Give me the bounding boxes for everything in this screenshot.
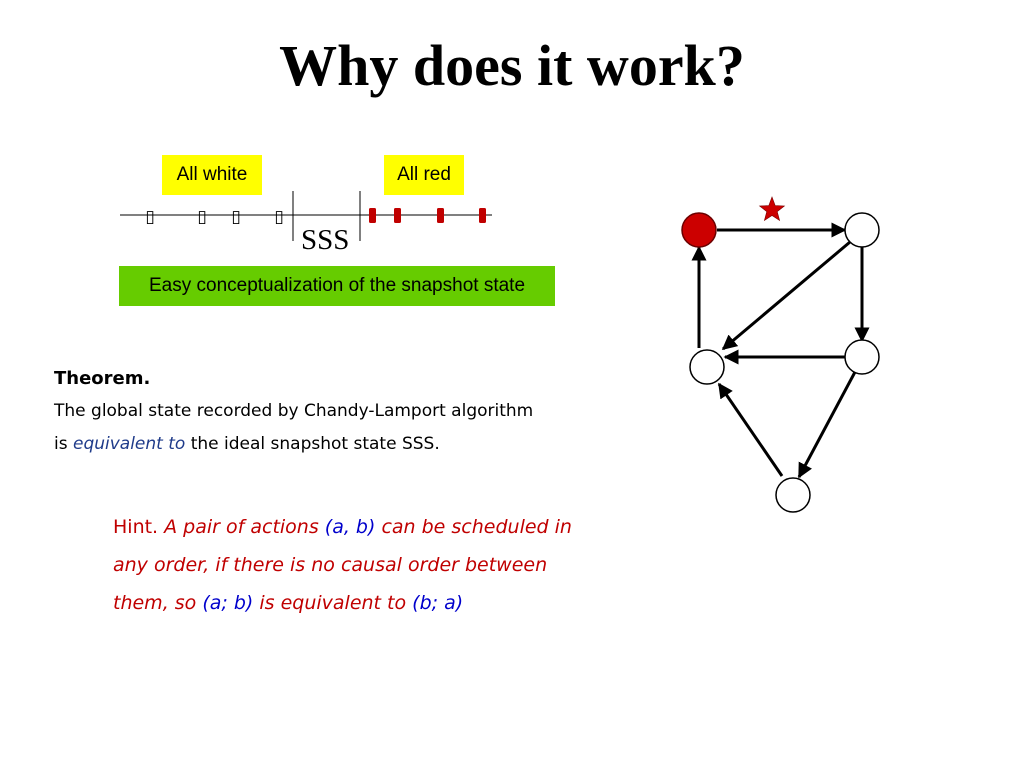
theorem-heading: Theorem. — [54, 368, 151, 389]
process-graph — [670, 190, 910, 530]
hint-line-2: any order, if there is no causal order between — [113, 554, 548, 576]
hint-line-1: Hint. A pair of actions (a, b) can be scheduled in — [113, 516, 572, 538]
edge-top-right-to-mid-left — [723, 242, 850, 349]
white-event-symbol: ▯ — [231, 207, 241, 227]
white-event-symbol: ▯ — [145, 207, 155, 227]
edge-mid-right-to-bottom — [799, 372, 855, 477]
red-event-marker — [479, 208, 486, 223]
node-bottom — [776, 478, 810, 512]
hint-label: Hint. — [113, 516, 165, 538]
red-event-marker — [394, 208, 401, 223]
theorem-line-2: is equivalent to the ideal snapshot state SSS. — [54, 434, 440, 454]
hint-block — [113, 508, 572, 622]
sss-label: SSS — [301, 224, 350, 256]
equivalent-to-emphasis: equivalent to — [72, 434, 186, 454]
slide-title: Why does it work? — [279, 33, 745, 98]
node-mid-left — [690, 350, 724, 384]
red-event-marker — [437, 208, 444, 223]
sequence-a-b: (a; b) — [202, 592, 254, 614]
theorem-line-1: The global state recorded by Chandy-Lamport algorithm — [54, 401, 534, 421]
all-white-tag: All white — [162, 155, 262, 195]
red-event-marker — [369, 208, 376, 223]
star-icon — [760, 197, 785, 221]
white-event-symbol: ▯ — [274, 207, 284, 227]
hint-line-3: them, so (a; b) is equivalent to (b; a) — [113, 592, 464, 614]
snapshot-banner: Easy conceptualization of the snapshot state — [119, 266, 555, 306]
sequence-b-a: (b; a) — [412, 592, 464, 614]
theorem-block — [54, 362, 533, 461]
white-event-symbol: ▯ — [197, 207, 207, 227]
edge-bottom-to-mid-left — [719, 384, 782, 476]
all-red-tag: All red — [384, 155, 464, 195]
node-top-right — [845, 213, 879, 247]
node-top-left — [682, 213, 716, 247]
node-mid-right — [845, 340, 879, 374]
pair-notation: (a, b) — [324, 516, 376, 538]
